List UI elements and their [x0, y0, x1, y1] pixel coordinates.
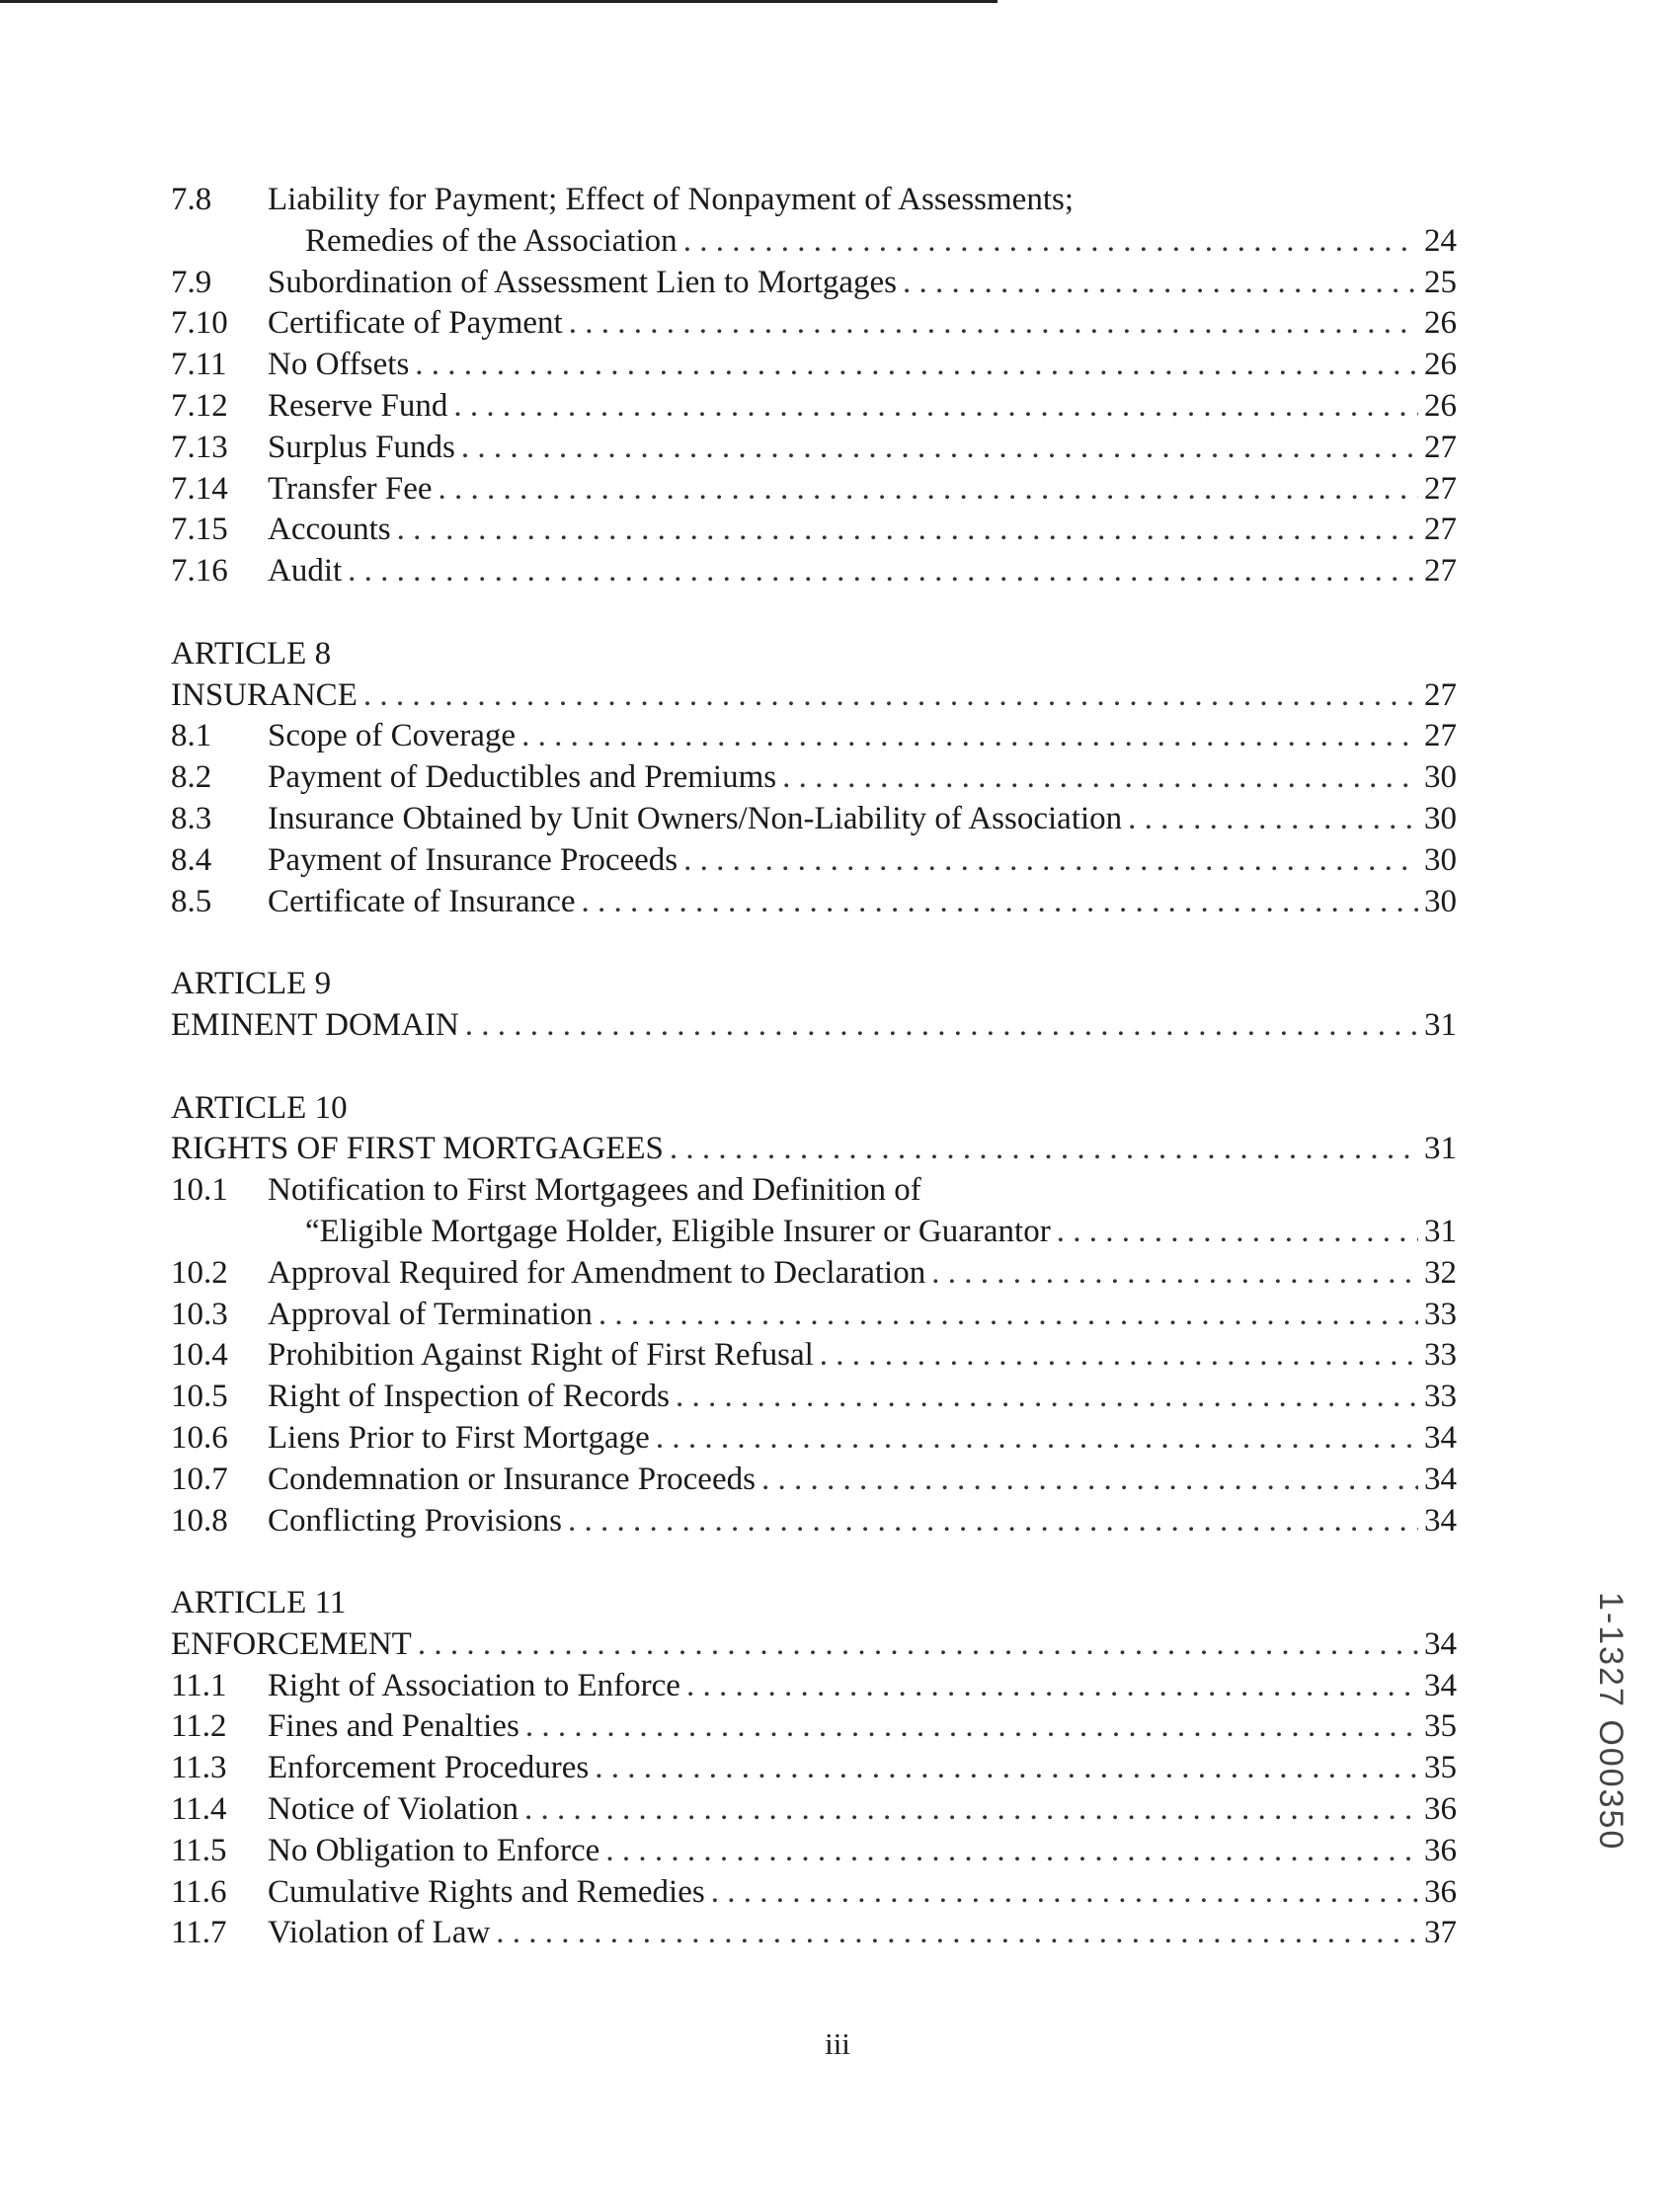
section-title: Certificate of Insurance [268, 883, 576, 919]
page-ref: 27 [1424, 553, 1457, 590]
dot-leader [439, 469, 1419, 511]
toc-row-7-13 [171, 428, 1457, 469]
section-number: 7.8 [171, 182, 212, 217]
section-number: 10.5 [171, 1379, 228, 1415]
dot-leader [683, 840, 1418, 882]
dot-leader [686, 1666, 1418, 1707]
toc-row-10-3 [171, 1295, 1457, 1336]
dot-leader [363, 675, 1418, 717]
dot-leader [461, 428, 1418, 469]
article-heading-11 [171, 1624, 1457, 1666]
page-ref: 36 [1424, 1832, 1457, 1868]
page-ref: 27 [1424, 470, 1457, 507]
toc-row-7-16 [171, 551, 1457, 592]
toc-row-10-4 [171, 1335, 1457, 1377]
toc-row-11-3 [171, 1748, 1457, 1789]
page-ref: 34 [1424, 1502, 1457, 1539]
page-ref: 37 [1424, 1915, 1457, 1951]
toc-row-10-7 [171, 1460, 1457, 1501]
dot-leader [903, 263, 1418, 304]
section-number: 7.13 [171, 429, 228, 465]
article-label-9: ARTICLE 9 [171, 966, 332, 1002]
top-rule [0, 0, 997, 3]
section-number: 10.6 [171, 1419, 228, 1456]
toc-row-10-5 [171, 1377, 1457, 1418]
page-ref: 30 [1424, 759, 1457, 796]
section-title: Notice of Violation [268, 1791, 519, 1828]
section-title: Insurance Obtained by Unit Owners/Non-Liability of Association [268, 800, 1123, 836]
toc-row-10-2 [171, 1253, 1457, 1295]
toc-row-10-6 [171, 1418, 1457, 1460]
article-heading-10 [171, 1129, 1457, 1170]
section-title: Violation of Law [268, 1915, 491, 1951]
toc-row-8-5 [171, 882, 1457, 923]
page-ref: 35 [1424, 1750, 1457, 1786]
page-ref: 31 [1424, 1131, 1457, 1167]
toc-row-10-1 [171, 1170, 1457, 1212]
section-number: 7.11 [171, 347, 227, 383]
dot-leader [595, 1748, 1418, 1789]
toc-row-11-5 [171, 1831, 1457, 1872]
section-number: 10.4 [171, 1337, 228, 1374]
page-ref: 27 [1424, 676, 1457, 713]
toc-row-8-4 [171, 840, 1457, 882]
page-ref: 34 [1424, 1667, 1457, 1703]
page-ref: 33 [1424, 1379, 1457, 1415]
recording-stamp: 1-1327 O00350 [1592, 1592, 1630, 1852]
section-number: 8.2 [171, 759, 212, 796]
toc-row-11-1 [171, 1666, 1457, 1707]
section-title: Certificate of Payment [268, 305, 563, 342]
page-ref: 33 [1424, 1337, 1457, 1374]
article-title: RIGHTS OF FIRST MORTGAGEES [171, 1131, 664, 1167]
section-title: Right of Inspection of Records [268, 1379, 670, 1415]
section-title: Approval Required for Amendment to Declaration [268, 1254, 926, 1291]
dot-leader [397, 510, 1418, 551]
section-number: 11.4 [171, 1791, 227, 1828]
article-heading-9 [171, 1005, 1457, 1047]
article-label-10: ARTICLE 10 [171, 1089, 348, 1126]
section-title-continued: “Eligible Mortgage Holder, Eligible Insurer or Guarantor [305, 1213, 1051, 1249]
page-ref: 26 [1424, 347, 1457, 383]
section-title: Subordination of Assessment Lien to Mortgages [268, 264, 898, 300]
article-title: ENFORCEMENT [171, 1625, 412, 1662]
page-ref: 30 [1424, 800, 1457, 836]
toc-row-10-8 [171, 1501, 1457, 1542]
section-number: 10.2 [171, 1254, 228, 1291]
section-number: 7.12 [171, 387, 228, 424]
toc-row-8-3 [171, 799, 1457, 840]
page-ref: 35 [1424, 1708, 1457, 1745]
dot-leader [656, 1418, 1418, 1460]
section-number: 7.9 [171, 264, 212, 300]
page-ref: 27 [1424, 429, 1457, 465]
toc-row-7-14 [171, 469, 1457, 511]
section-number: 8.1 [171, 718, 212, 754]
article-title: EMINENT DOMAIN [171, 1006, 459, 1043]
section-title: No Offsets [268, 347, 410, 383]
page-ref: 26 [1424, 305, 1457, 342]
section-number: 11.1 [171, 1667, 227, 1703]
section-number: 10.1 [171, 1172, 228, 1209]
dot-leader [1057, 1212, 1418, 1253]
section-number: 8.4 [171, 841, 212, 878]
page-ref: 25 [1424, 264, 1457, 300]
section-number: 11.3 [171, 1750, 227, 1786]
section-title: Enforcement Procedures [268, 1750, 590, 1786]
article-label-8: ARTICLE 8 [171, 635, 332, 672]
toc-row-7-8 [171, 180, 1457, 221]
toc-row-7-10 [171, 303, 1457, 345]
section-number: 11.5 [171, 1832, 227, 1868]
article-heading-8 [171, 675, 1457, 717]
page-ref: 30 [1424, 841, 1457, 878]
toc-row-11-4 [171, 1789, 1457, 1831]
page-ref: 27 [1424, 718, 1457, 754]
section-title: No Obligation to Enforce [268, 1832, 600, 1868]
toc-row-10-1-continued [171, 1212, 1457, 1253]
section-title: Scope of Coverage [268, 718, 517, 754]
dot-leader [582, 882, 1418, 923]
section-title: Accounts [268, 512, 391, 548]
section-title: Payment of Insurance Proceeds [268, 841, 678, 878]
section-number: 7.16 [171, 553, 228, 590]
dot-leader [711, 1872, 1418, 1914]
section-title: Liability for Payment; Effect of Nonpayment of Assessments; [268, 182, 1074, 217]
dot-leader [415, 345, 1418, 386]
section-title: Condemnation or Insurance Proceeds [268, 1461, 756, 1497]
dot-leader [453, 386, 1418, 428]
dot-leader [525, 1706, 1418, 1748]
toc-row-7-9 [171, 263, 1457, 304]
page-ref: 32 [1424, 1254, 1457, 1291]
section-title: Conflicting Provisions [268, 1502, 562, 1539]
dot-leader [761, 1460, 1418, 1501]
page-ref: 34 [1424, 1419, 1457, 1456]
dot-leader [524, 1789, 1418, 1831]
toc-row-8-2 [171, 757, 1457, 799]
section-number: 8.5 [171, 883, 212, 919]
dot-leader [418, 1624, 1418, 1666]
section-title: Prohibition Against Right of First Refusal [268, 1337, 814, 1374]
dot-leader [1128, 799, 1418, 840]
section-title: Surplus Funds [268, 429, 455, 465]
section-number: 8.3 [171, 800, 212, 836]
toc-row-11-6 [171, 1872, 1457, 1914]
toc-row-7-11 [171, 345, 1457, 386]
section-number: 11.7 [171, 1915, 227, 1951]
dot-leader [521, 716, 1418, 757]
page-ref: 27 [1424, 512, 1457, 548]
page-ref: 34 [1424, 1625, 1457, 1662]
dot-leader [820, 1335, 1418, 1377]
section-title: Payment of Deductibles and Premiums [268, 759, 777, 796]
dot-leader [605, 1831, 1418, 1872]
section-title: Approval of Termination [268, 1296, 593, 1332]
dot-leader [670, 1129, 1418, 1170]
page-ref: 33 [1424, 1296, 1457, 1332]
page-ref: 31 [1424, 1213, 1457, 1249]
section-title: Liens Prior to First Mortgage [268, 1419, 650, 1456]
toc-row-7-12 [171, 386, 1457, 428]
toc-row-8-1 [171, 716, 1457, 757]
section-title: Cumulative Rights and Remedies [268, 1873, 705, 1910]
section-title: Right of Association to Enforce [268, 1667, 680, 1703]
page-ref: 26 [1424, 387, 1457, 424]
table-of-contents [171, 180, 1457, 1954]
dot-leader [569, 303, 1418, 345]
article-title: INSURANCE [171, 676, 358, 713]
toc-row-7-8-continued [171, 221, 1457, 263]
dot-leader [931, 1253, 1418, 1295]
toc-row-7-15 [171, 510, 1457, 551]
section-title: Transfer Fee [268, 470, 433, 507]
page-ref: 36 [1424, 1791, 1457, 1828]
dot-leader [782, 757, 1418, 799]
dot-leader [683, 221, 1418, 263]
section-number: 7.14 [171, 470, 228, 507]
section-title: Audit [268, 553, 343, 590]
section-number: 10.3 [171, 1296, 228, 1332]
section-number: 11.6 [171, 1873, 227, 1910]
section-number: 10.8 [171, 1502, 228, 1539]
dot-leader [496, 1913, 1418, 1954]
page-ref: 30 [1424, 883, 1457, 919]
section-title: Reserve Fund [268, 387, 448, 424]
page-ref: 36 [1424, 1873, 1457, 1910]
dot-leader [676, 1377, 1418, 1418]
page-ref: 24 [1424, 222, 1457, 259]
page-number: iii [825, 2026, 850, 2061]
dot-leader [465, 1005, 1418, 1047]
section-number: 10.7 [171, 1461, 228, 1497]
section-title: Notification to First Mortgagees and Definition of [268, 1172, 921, 1209]
article-label-11: ARTICLE 11 [171, 1585, 347, 1621]
dot-leader [568, 1501, 1418, 1542]
section-title: Fines and Penalties [268, 1708, 519, 1745]
toc-row-11-7 [171, 1913, 1457, 1954]
section-number: 7.15 [171, 512, 228, 548]
dot-leader [598, 1295, 1418, 1336]
section-number: 7.10 [171, 305, 228, 342]
toc-row-11-2 [171, 1706, 1457, 1748]
dot-leader [348, 551, 1418, 592]
section-title-continued: Remedies of the Association [305, 222, 678, 259]
section-number: 11.2 [171, 1708, 227, 1745]
page-ref: 34 [1424, 1461, 1457, 1497]
page-ref: 31 [1424, 1006, 1457, 1043]
